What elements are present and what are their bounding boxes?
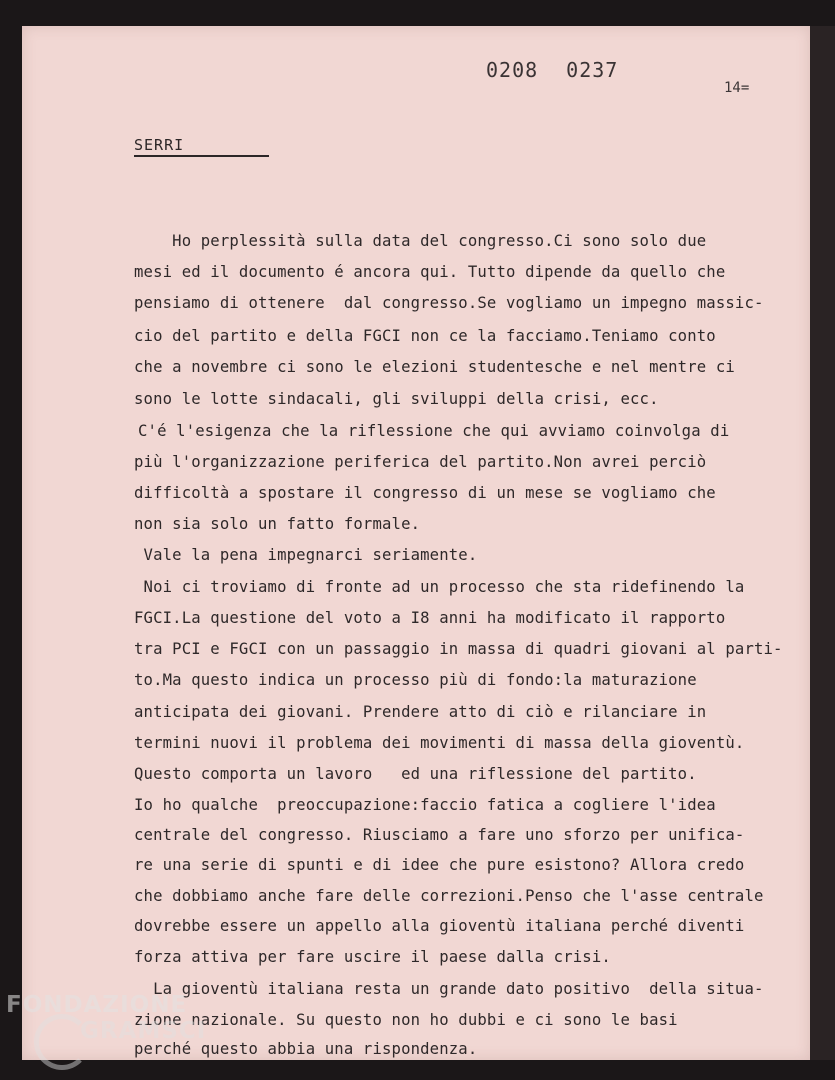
body-line: Io ho qualche preoccupazione:faccio fatica a cogliere l'idea (134, 796, 716, 814)
body-line: FGCI.La questione del voto a I8 anni ha modificato il rapporto (134, 609, 726, 627)
body-line: Noi ci troviamo di fronte ad un processo che sta ridefinendo la (134, 578, 745, 596)
body-line: Questo comporta un lavoro ed una riflessione del partito. (134, 765, 697, 783)
body-line: anticipata dei giovani. Prendere atto di ciò e rilanciare in (134, 703, 707, 721)
body-line: cio del partito e della FGCI non ce la facciamo.Teniamo conto (134, 327, 716, 345)
body-line: dovrebbe essere un appello alla gioventù italiana perché diventi (134, 917, 745, 935)
body-line: che dobbiamo anche fare delle correzioni.Penso che l'asse centrale (134, 887, 764, 905)
body-line: perché questo abbia una rispondenza. (134, 1040, 478, 1058)
watermark-text-secondary: GRAMSCI (80, 1018, 207, 1044)
body-line: più l'organizzazione periferica del partito.Non avrei perciò (134, 453, 707, 471)
body-line: Ho perplessità sulla data del congresso.Ci sono solo due (134, 232, 707, 250)
body-line: zione nazionale. Su questo non ho dubbi e ci sono le basi (134, 1011, 678, 1029)
body-line: difficoltà a spostare il congresso di un mese se vogliamo che (134, 484, 716, 502)
body-line: tra PCI e FGCI con un passaggio in massa di quadri giovani al parti- (134, 640, 783, 658)
page-number: 14= (724, 80, 750, 96)
body-line: C'é l'esigenza che la riflessione che qui avviamo coinvolga di (138, 422, 730, 440)
body-line: to.Ma questo indica un processo più di fondo:la maturazione (134, 671, 697, 689)
body-line: La gioventù italiana resta un grande dato positivo della situa- (134, 980, 764, 998)
speaker-heading: SERRI (134, 136, 185, 154)
body-line: pensiamo di ottenere dal congresso.Se vogliamo un impegno massic- (134, 294, 764, 312)
watermark-text: FONDAZIONE (6, 992, 188, 1018)
body-line: sono le lotte sindacali, gli sviluppi della crisi, ecc. (134, 390, 659, 408)
body-line: mesi ed il documento é ancora qui. Tutto dipende da quello che (134, 263, 726, 281)
body-line: re una serie di spunti e di idee che pure esistono? Allora credo (134, 856, 745, 874)
body-line: forza attiva per fare uscire il paese dalla crisi. (134, 948, 611, 966)
body-line: termini nuovi il problema dei movimenti di massa della gioventù. (134, 734, 745, 752)
body-line: non sia solo un fatto formale. (134, 515, 421, 533)
body-line: centrale del congresso. Riusciamo a fare uno sforzo per unifica- (134, 826, 745, 844)
archive-number-left: 0208 (486, 58, 539, 82)
body-line: Vale la pena impegnarci seriamente. (134, 546, 478, 564)
archive-number-right: 0237 (566, 58, 619, 82)
body-line: che a novembre ci sono le elezioni studentesche e nel mentre ci (134, 358, 735, 376)
